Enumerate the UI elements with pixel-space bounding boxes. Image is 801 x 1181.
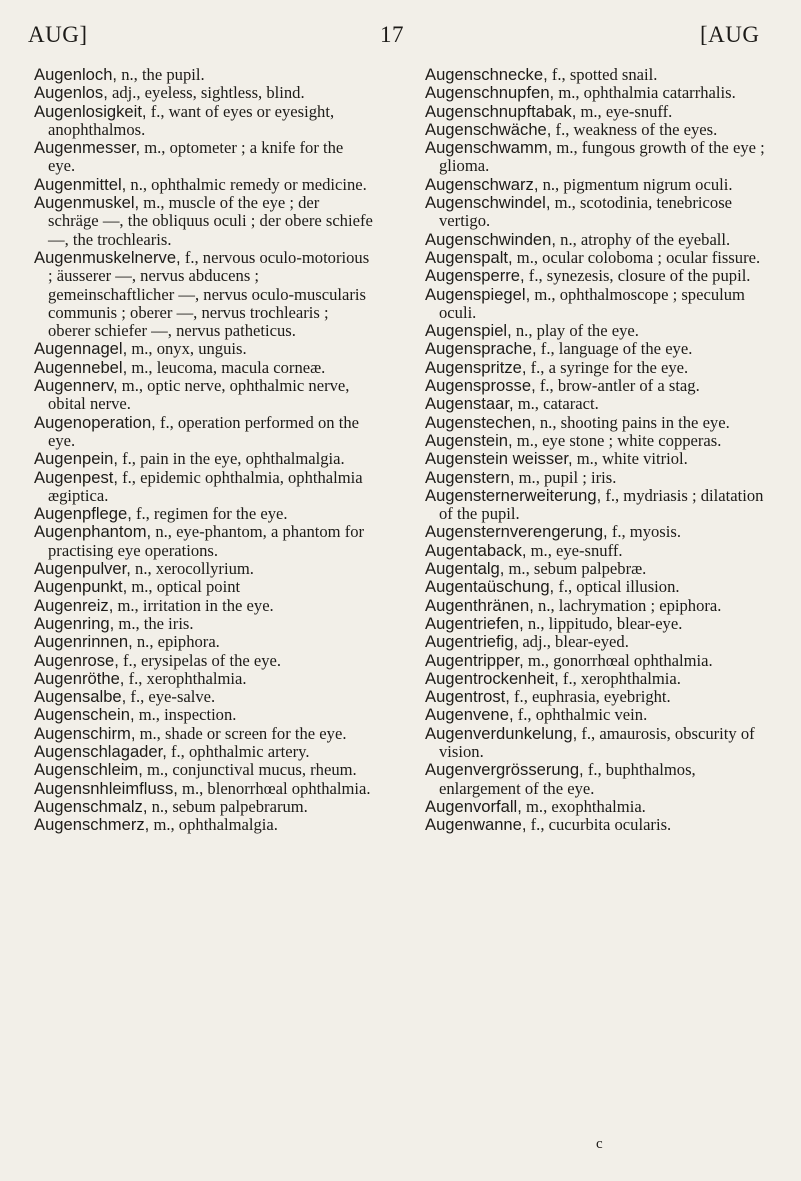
entry-definition: f., amaurosis, obscurity of vision. xyxy=(439,723,755,761)
entry-definition: f., mydriasis ; dilatation of the pupil. xyxy=(439,485,764,524)
entry-headword: Augenpulver, xyxy=(34,559,131,579)
dictionary-entry xyxy=(425,615,775,633)
dictionary-entry xyxy=(425,487,775,524)
entry-definition: f., ophthalmic artery. xyxy=(166,741,310,761)
entry-headword: Augentrost, xyxy=(425,687,510,707)
dictionary-entry xyxy=(34,194,374,249)
entry-definition: m., cataract. xyxy=(513,394,599,414)
entry-definition: f., euphrasia, eyebright. xyxy=(509,687,671,707)
dictionary-entry xyxy=(34,670,374,688)
entry-definition: f., cucurbita ocularis. xyxy=(526,815,672,835)
entry-headword: Augenschwamm, xyxy=(425,138,553,158)
entry-headword: Augenmuskelnerve, xyxy=(34,247,181,267)
dictionary-entry xyxy=(34,816,374,834)
entry-definition: f., a syringe for the eye. xyxy=(526,357,689,377)
running-head-left: AUG] xyxy=(28,22,88,47)
entry-definition: m., muscle of the eye ; der schräge —, the obliquus oculi ; der obere schiefe —, the trochlearis. xyxy=(48,193,373,249)
dictionary-entry xyxy=(34,359,374,377)
entry-headword: Augenlosigkeit, xyxy=(34,101,147,121)
running-head-right: [AUG xyxy=(700,22,760,47)
entry-headword: Augenschwinden, xyxy=(425,229,556,249)
dictionary-entry xyxy=(34,377,374,414)
dictionary-entry xyxy=(425,249,775,267)
dictionary-entry xyxy=(34,761,374,779)
entry-headword: Augenspiegel, xyxy=(425,284,531,304)
entry-headword: Augenvergrösserung, xyxy=(425,760,584,780)
dictionary-entry xyxy=(34,798,374,816)
entry-definition: f., weakness of the eyes. xyxy=(551,119,718,139)
entry-definition: n., play of the eye. xyxy=(511,321,639,341)
entry-definition: m., gonorrhœal ophthalmia. xyxy=(523,650,713,670)
dictionary-entry xyxy=(425,706,775,724)
dictionary-entry xyxy=(425,286,775,323)
dictionary-entry xyxy=(34,84,374,102)
entry-headword: Augenschleim, xyxy=(34,760,143,780)
dictionary-entry xyxy=(34,597,374,615)
entry-definition: f., eye-salve. xyxy=(126,687,216,707)
dictionary-entry xyxy=(425,670,775,688)
entry-headword: Augenstein, xyxy=(425,430,513,450)
entry-definition: m., eye-snuff. xyxy=(526,540,623,560)
entry-definition: n., pigmentum nigrum oculi. xyxy=(538,174,733,194)
entry-definition: f., erysipelas of the eye. xyxy=(118,650,282,670)
dictionary-entry xyxy=(425,432,775,450)
entry-headword: Augensternverengerung, xyxy=(425,522,608,542)
dictionary-entry xyxy=(425,84,775,102)
dictionary-entry xyxy=(34,249,374,340)
entry-headword: Augenschwarz, xyxy=(425,174,539,194)
entry-headword: Augenstein weisser, xyxy=(425,449,573,469)
entry-definition: m., exophthalmia. xyxy=(521,796,646,816)
entry-headword: Augentalg, xyxy=(425,559,505,579)
entry-definition: n., lachrymation ; epiphora. xyxy=(533,595,722,615)
entry-definition: f., brow-antler of a stag. xyxy=(535,376,700,396)
dictionary-entry xyxy=(34,469,374,506)
entry-definition: m., onyx, unguis. xyxy=(127,339,247,359)
dictionary-entry xyxy=(34,743,374,761)
entry-definition: adj., eyeless, sightless, blind. xyxy=(107,83,305,103)
entry-headword: Augenröthe, xyxy=(34,668,125,688)
entry-definition: m., pupil ; iris. xyxy=(514,467,617,487)
dictionary-entry xyxy=(425,450,775,468)
dictionary-entry xyxy=(425,340,775,358)
dictionary-entry xyxy=(425,322,775,340)
entry-headword: Augentriefen, xyxy=(425,613,524,633)
entry-definition: f., language of the eye. xyxy=(536,339,693,359)
dictionary-entry xyxy=(425,633,775,651)
entry-headword: Augenschwindel, xyxy=(425,193,551,213)
entry-headword: Augenmittel, xyxy=(34,174,127,194)
dictionary-entry xyxy=(425,688,775,706)
entry-definition: f., operation performed on the eye. xyxy=(48,412,359,450)
entry-definition: m., eye-snuff. xyxy=(576,101,673,121)
entry-definition: m., ophthalmalgia. xyxy=(149,815,278,835)
dictionary-entry xyxy=(425,267,775,285)
entry-definition: f., nervous oculo-motorious ; äusserer —, nervus abducens ; gemeinschaftlicher —, nervus oculo-muscularis communis ; oberer —, nervus trochlearis ; oberer schiefer —, nervus patheticus. xyxy=(48,247,370,341)
dictionary-entry xyxy=(34,176,374,194)
entry-definition: f., epidemic ophthalmia, ophthalmia ægiptica. xyxy=(48,467,363,505)
entry-definition: f., xerophthalmia. xyxy=(558,668,681,688)
dictionary-entry xyxy=(34,578,374,596)
entry-definition: n., sebum palpebrarum. xyxy=(147,796,308,816)
entry-headword: Augenschnupftabak, xyxy=(425,101,577,121)
entry-headword: Augenverdunkelung, xyxy=(425,723,578,743)
dictionary-entry xyxy=(34,652,374,670)
entry-headword: Augenschein, xyxy=(34,705,135,725)
dictionary-entry xyxy=(425,523,775,541)
dictionary-entry xyxy=(34,633,374,651)
dictionary-entry xyxy=(34,560,374,578)
entry-definition: f., synezesis, closure of the pupil. xyxy=(524,266,751,286)
entry-headword: Augentriefig, xyxy=(425,632,519,652)
entry-definition: m., ocular coloboma ; ocular fissure. xyxy=(512,247,761,267)
entry-headword: Augenschnecke, xyxy=(425,65,548,84)
entry-headword: Augenpflege, xyxy=(34,504,132,524)
entry-headword: Augenstaar, xyxy=(425,394,514,414)
entry-headword: Augentripper, xyxy=(425,650,524,670)
entry-headword: Augenpest, xyxy=(34,467,118,487)
entry-headword: Augenoperation, xyxy=(34,412,156,432)
dictionary-entry xyxy=(34,688,374,706)
entry-definition: f., pain in the eye, ophthalmalgia. xyxy=(117,449,345,469)
entry-definition: m., optic nerve, ophthalmic nerve, obital nerve. xyxy=(48,376,350,414)
dictionary-entry xyxy=(425,359,775,377)
entry-definition: n., xerocollyrium. xyxy=(130,559,254,579)
entry-definition: f., buphthalmos, enlargement of the eye. xyxy=(439,760,696,798)
dictionary-entry xyxy=(34,706,374,724)
page-number: 17 xyxy=(380,22,404,47)
entry-headword: Augenrinnen, xyxy=(34,632,133,652)
entry-headword: Augenthränen, xyxy=(425,595,534,615)
dictionary-entry xyxy=(34,139,374,176)
left-column xyxy=(34,66,374,834)
entry-headword: Augenloch, xyxy=(34,65,118,84)
entry-headword: Augenrose, xyxy=(34,650,119,670)
entry-headword: Augensprosse, xyxy=(425,376,536,396)
right-column xyxy=(425,66,775,834)
entry-definition: m., conjunctival mucus, rheum. xyxy=(142,760,357,780)
dictionary-entry xyxy=(34,450,374,468)
entry-headword: Augenschmalz, xyxy=(34,796,148,816)
entry-headword: Augensprache, xyxy=(425,339,537,359)
entry-definition: n., epiphora. xyxy=(132,632,220,652)
dictionary-entry xyxy=(34,414,374,451)
entry-definition: m., inspection. xyxy=(134,705,237,725)
entry-definition: n., eye-phantom, a phantom for practising eye operations. xyxy=(48,522,365,560)
entry-headword: Augennerv, xyxy=(34,376,118,396)
entry-headword: Augenmesser, xyxy=(34,138,141,158)
entry-headword: Augenspiel, xyxy=(425,321,512,341)
entry-headword: Augenlos, xyxy=(34,83,108,103)
entry-headword: Augenspalt, xyxy=(425,247,513,267)
dictionary-entry xyxy=(425,542,775,560)
entry-definition: n., ophthalmic remedy or medicine. xyxy=(126,174,367,194)
entry-headword: Augenring, xyxy=(34,613,115,633)
entry-definition: m., ophthalmoscope ; speculum oculi. xyxy=(439,284,745,322)
entry-headword: Augenmuskel, xyxy=(34,193,140,213)
entry-definition: m., ophthalmia catarrhalis. xyxy=(554,83,736,103)
entry-headword: Augenspritze, xyxy=(425,357,527,377)
dictionary-entry xyxy=(34,103,374,140)
entry-definition: f., myosis. xyxy=(607,522,681,542)
dictionary-entry xyxy=(34,340,374,358)
dictionary-entry xyxy=(34,523,374,560)
dictionary-entry xyxy=(425,121,775,139)
dictionary-entry xyxy=(425,103,775,121)
dictionary-entry xyxy=(425,194,775,231)
dictionary-entry xyxy=(425,469,775,487)
dictionary-entry xyxy=(425,176,775,194)
dictionary-entry xyxy=(425,231,775,249)
entry-headword: Augenreiz, xyxy=(34,595,114,615)
entry-headword: Augentrockenheit, xyxy=(425,668,559,688)
entry-definition: n., shooting pains in the eye. xyxy=(535,412,730,432)
page-header xyxy=(0,22,801,52)
entry-definition: m., irritation in the eye. xyxy=(113,595,274,615)
dictionary-entry xyxy=(425,725,775,762)
dictionary-entry xyxy=(425,652,775,670)
entry-definition: m., sebum palpebræ. xyxy=(504,559,647,579)
entry-definition: m., optical point xyxy=(127,577,241,597)
dictionary-entry xyxy=(425,414,775,432)
entry-headword: Augentaback, xyxy=(425,540,527,560)
dictionary-entry xyxy=(34,725,374,743)
entry-headword: Augenwanne, xyxy=(425,815,527,835)
entry-definition: f., optical illusion. xyxy=(554,577,680,597)
dictionary-entry xyxy=(34,505,374,523)
entry-definition: n., atrophy of the eyeball. xyxy=(556,229,731,249)
dictionary-entry xyxy=(425,377,775,395)
entry-headword: Augentaüschung, xyxy=(425,577,555,597)
dictionary-entry xyxy=(34,66,374,84)
entry-headword: Augenpunkt, xyxy=(34,577,128,597)
entry-headword: Augenstern, xyxy=(425,467,515,487)
entry-definition: f., spotted snail. xyxy=(547,65,658,84)
entry-definition: m., the iris. xyxy=(114,613,194,633)
dictionary-entry xyxy=(425,597,775,615)
entry-headword: Augensnhleimfluss, xyxy=(34,778,178,798)
entry-definition: m., blenorrhœal ophthalmia. xyxy=(177,778,371,798)
entry-headword: Augenschnupfen, xyxy=(425,83,555,103)
entry-definition: f., ophthalmic vein. xyxy=(513,705,648,725)
entry-headword: Augennebel, xyxy=(34,357,128,377)
entry-definition: m., scotodinia, tenebricose vertigo. xyxy=(439,193,733,231)
dictionary-entry xyxy=(425,560,775,578)
entry-definition: m., eye stone ; white copperas. xyxy=(512,430,722,450)
dictionary-entry xyxy=(425,761,775,798)
entry-headword: Augensperre, xyxy=(425,266,525,286)
entry-definition: f., want of eyes or eyesight, anophthalmos. xyxy=(48,101,335,139)
dictionary-entry xyxy=(425,816,775,834)
entry-headword: Augenpein, xyxy=(34,449,118,469)
entry-headword: Augensternerweiterung, xyxy=(425,485,602,505)
entry-headword: Augenstechen, xyxy=(425,412,536,432)
entry-definition: m., shade or screen for the eye. xyxy=(135,723,347,743)
entry-definition: m., white vitriol. xyxy=(572,449,688,469)
entry-headword: Augenvene, xyxy=(425,705,514,725)
dictionary-entry xyxy=(425,395,775,413)
entry-headword: Augensalbe, xyxy=(34,687,127,707)
dictionary-entry xyxy=(425,66,775,84)
entry-definition: m., fungous growth of the eye ; glioma. xyxy=(439,138,765,176)
dictionary-entry xyxy=(34,780,374,798)
entry-definition: n., lippitudo, blear-eye. xyxy=(523,613,683,633)
signature-mark: c xyxy=(596,1136,603,1152)
entry-headword: Augennagel, xyxy=(34,339,128,359)
dictionary-entry xyxy=(425,798,775,816)
entry-definition: f., xerophthalmia. xyxy=(124,668,247,688)
entry-headword: Augenphantom, xyxy=(34,522,152,542)
entry-definition: adj., blear-eyed. xyxy=(518,632,629,652)
dictionary-entry xyxy=(34,615,374,633)
entry-headword: Augenschwäche, xyxy=(425,119,552,139)
entry-headword: Augenschmerz, xyxy=(34,815,150,835)
dictionary-entry xyxy=(425,578,775,596)
entry-headword: Augenschlagader, xyxy=(34,741,167,761)
entry-definition: f., regimen for the eye. xyxy=(131,504,288,524)
entry-definition: n., the pupil. xyxy=(117,65,205,84)
entry-definition: m., optometer ; a knife for the eye. xyxy=(48,138,344,176)
entry-headword: Augenvorfall, xyxy=(425,796,522,816)
entry-definition: m., leucoma, macula corneæ. xyxy=(127,357,326,377)
dictionary-entry xyxy=(425,139,775,176)
entry-headword: Augenschirm, xyxy=(34,723,136,743)
